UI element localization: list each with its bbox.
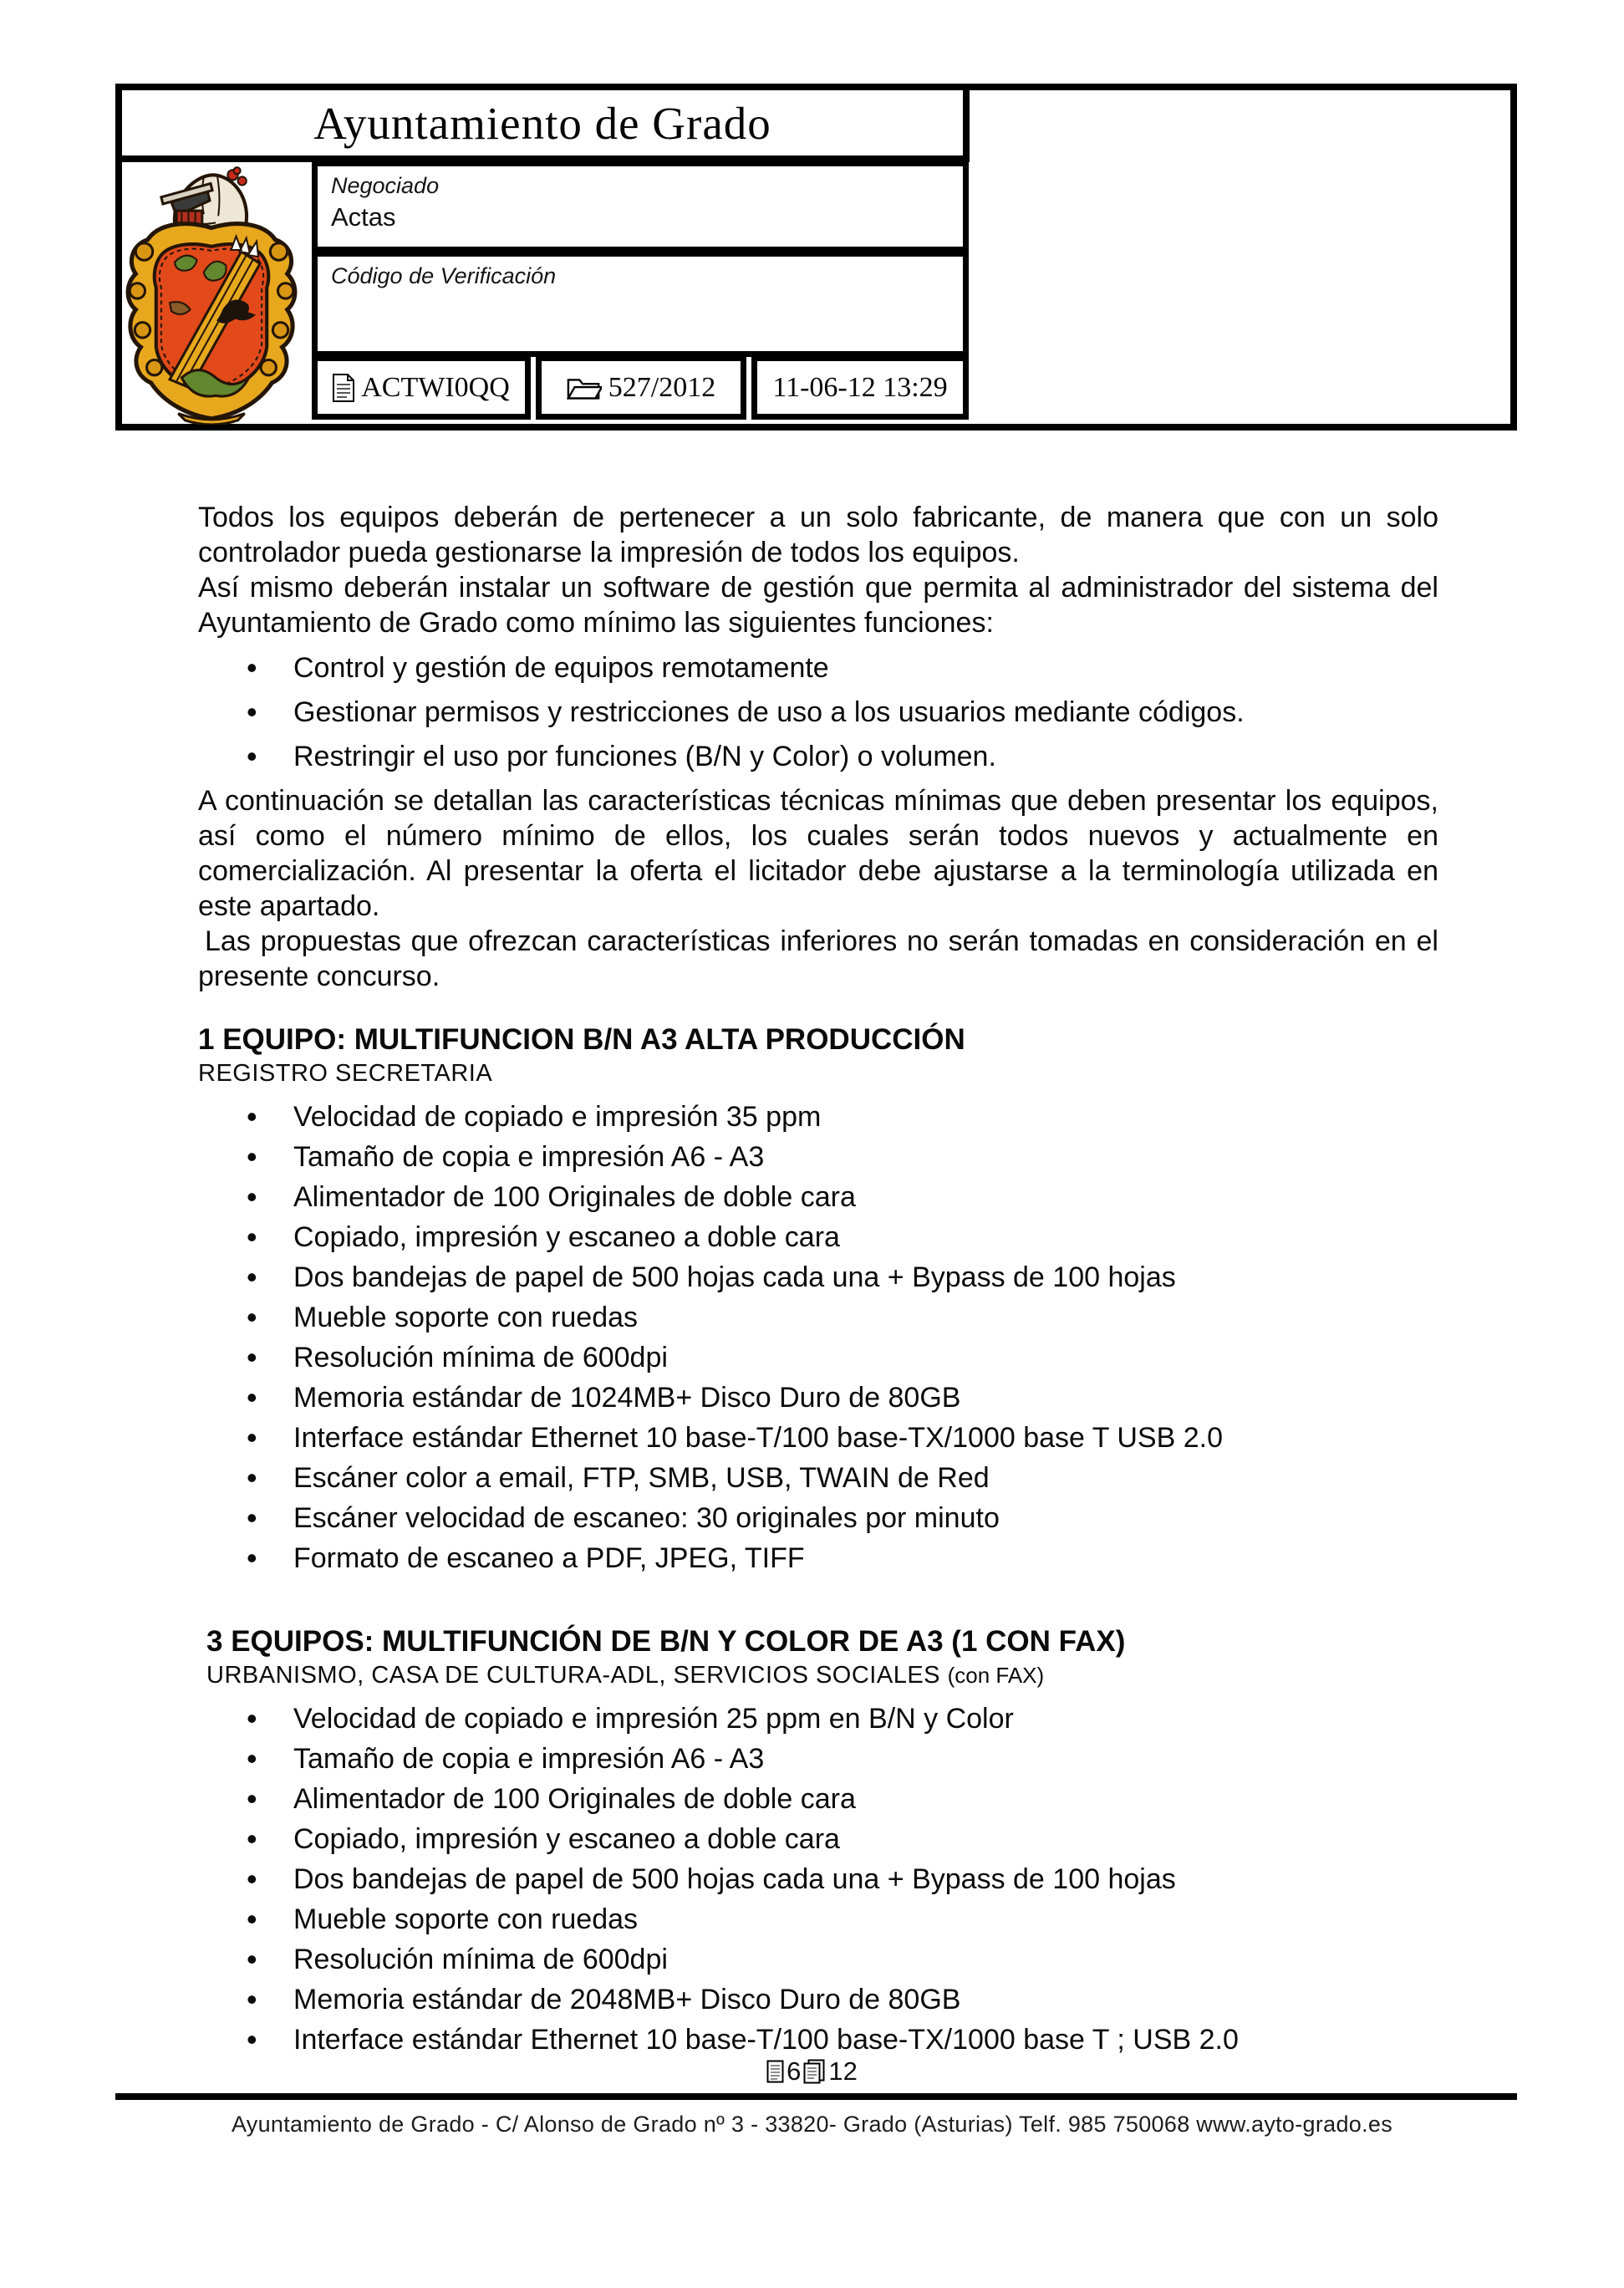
doc-code-value: ACTWI0QQ — [361, 371, 510, 403]
footer-address: Ayuntamiento de Grado - C/ Alonso de Grado nº 3 - 33820- Grado (Asturias) Telf. 985 750068 www.ayto-grado.es — [231, 2112, 1393, 2137]
list-item: • Copiado, impresión y escaneo a doble cara — [198, 1822, 1438, 1857]
list-item: • Memoria estándar de 2048MB+ Disco Duro de 80GB — [198, 1982, 1438, 2017]
file-number-cell — [536, 355, 746, 420]
list-item: • Velocidad de copiado e impresión 35 ppm — [198, 1099, 1438, 1134]
footer-divider — [115, 2093, 1517, 2100]
section-equipment-1 — [198, 1022, 1438, 1576]
page-title: Ayuntamiento de Grado — [313, 97, 771, 149]
list-item: • Mueble soporte con ruedas — [198, 1902, 1438, 1937]
list-item: • Dos bandejas de papel de 500 hojas cada una + Bypass de 100 hojas — [198, 1862, 1438, 1897]
coat-of-arms-image — [122, 164, 301, 425]
section-2-heading: 3 EQUIPOS: MULTIFUNCIÓN DE B/N Y COLOR DE A3 (1 CON FAX) — [206, 1625, 1126, 1658]
list-item: • Alimentador de 100 Originales de doble cara — [198, 1180, 1438, 1215]
list-item: • Escáner velocidad de escaneo: 30 originales por minuto — [198, 1501, 1438, 1536]
list-item: • Resolución mínima de 600dpi — [198, 1340, 1438, 1375]
list-item: • Interface estándar Ethernet 10 base-T/100 base-TX/1000 base T USB 2.0 — [198, 1420, 1438, 1455]
intro-bullet-list — [198, 650, 1438, 774]
verification-code-label: Código de Verificación — [331, 263, 557, 288]
file-number-value: 527/2012 — [608, 371, 716, 403]
list-item: • Resolución mínima de 600dpi — [198, 1942, 1438, 1977]
section-2-subheading: URBANISMO, CASA DE CULTURA-ADL, SERVICIOS SOCIALES (con FAX) — [206, 1662, 1045, 1689]
intro-paragraph-2: Así mismo deberán instalar un software de gestión que permita al administrador del sistema del Ayuntamiento de Grado como mínimo las siguientes funciones: — [198, 572, 1438, 639]
datetime-cell — [751, 355, 969, 420]
document-icon — [333, 374, 354, 402]
notes-paragraph-2: Las propuestas que ofrezcan características inferiores no serán tomadas en consideración en el presente concurso. — [198, 925, 1438, 992]
list-item: • Escáner color a email, FTP, SMB, USB, TWAIN de Red — [198, 1460, 1438, 1496]
page-icon — [766, 2060, 784, 2083]
section-1-heading: 1 EQUIPO: MULTIFUNCION B/N A3 ALTA PRODUCCIÓN — [198, 1023, 965, 1056]
list-item: • Memoria estándar de 1024MB+ Disco Duro de 80GB — [198, 1380, 1438, 1415]
list-item: • Gestionar permisos y restricciones de uso a los usuarios mediante códigos. — [198, 695, 1438, 730]
negociado-value: Actas — [331, 202, 396, 232]
pages-icon — [803, 2059, 826, 2084]
datetime-value: 11-06-12 13:29 — [772, 371, 948, 403]
intro-paragraph-1: Todos los equipos deberán de pertenecer a un solo fabricante, de manera que con un solo controlador pueda gestionarse la impresión de todos los equipos. — [198, 502, 1438, 568]
list-item: • Restringir el uso por funciones (B/N y Color) o volumen. — [198, 739, 1438, 774]
section-equipment-2 — [198, 1624, 1438, 2057]
page-number — [0, 2056, 1624, 2087]
list-item: • Control y gestión de equipos remotamente — [198, 650, 1438, 685]
folder-icon — [567, 375, 602, 400]
list-item: • Interface estándar Ethernet 10 base-T/100 base-TX/1000 base T ; USB 2.0 — [198, 2022, 1438, 2057]
page-total: 12 — [828, 2056, 858, 2086]
page-current: 6 — [787, 2056, 802, 2086]
list-item: • Formato de escaneo a PDF, JPEG, TIFF — [198, 1541, 1438, 1576]
doc-code-cell — [312, 355, 531, 420]
verification-code-box — [312, 251, 969, 357]
list-item: • Tamaño de copia e impresión A6 - A3 — [198, 1741, 1438, 1776]
document-body — [198, 500, 1438, 2062]
list-item: • Tamaño de copia e impresión A6 - A3 — [198, 1139, 1438, 1175]
header-title-box — [115, 84, 970, 162]
list-item: • Mueble soporte con ruedas — [198, 1300, 1438, 1335]
list-item: • Copiado, impresión y escaneo a doble cara — [198, 1220, 1438, 1255]
section-2-bullet-list — [198, 1701, 1438, 2057]
list-item: • Dos bandejas de papel de 500 hojas cada una + Bypass de 100 hojas — [198, 1260, 1438, 1295]
negociado-box — [312, 161, 969, 252]
list-item: • Alimentador de 100 Originales de doble cara — [198, 1781, 1438, 1817]
list-item: • Velocidad de copiado e impresión 25 ppm en B/N y Color — [198, 1701, 1438, 1736]
notes-paragraph-1: A continuación se detallan las características técnicas mínimas que deben presentar los equipos, así como el número mínimo de ellos, los cuales serán todos nuevos y actualmente en comercialización. Al presentar la oferta el licitador debe ajustarse a la terminología utilizada en este apartado. — [198, 785, 1438, 922]
negociado-label: Negociado — [331, 173, 440, 198]
section-1-subheading: REGISTRO SECRETARIA — [198, 1060, 493, 1087]
section-1-bullet-list — [198, 1099, 1438, 1576]
